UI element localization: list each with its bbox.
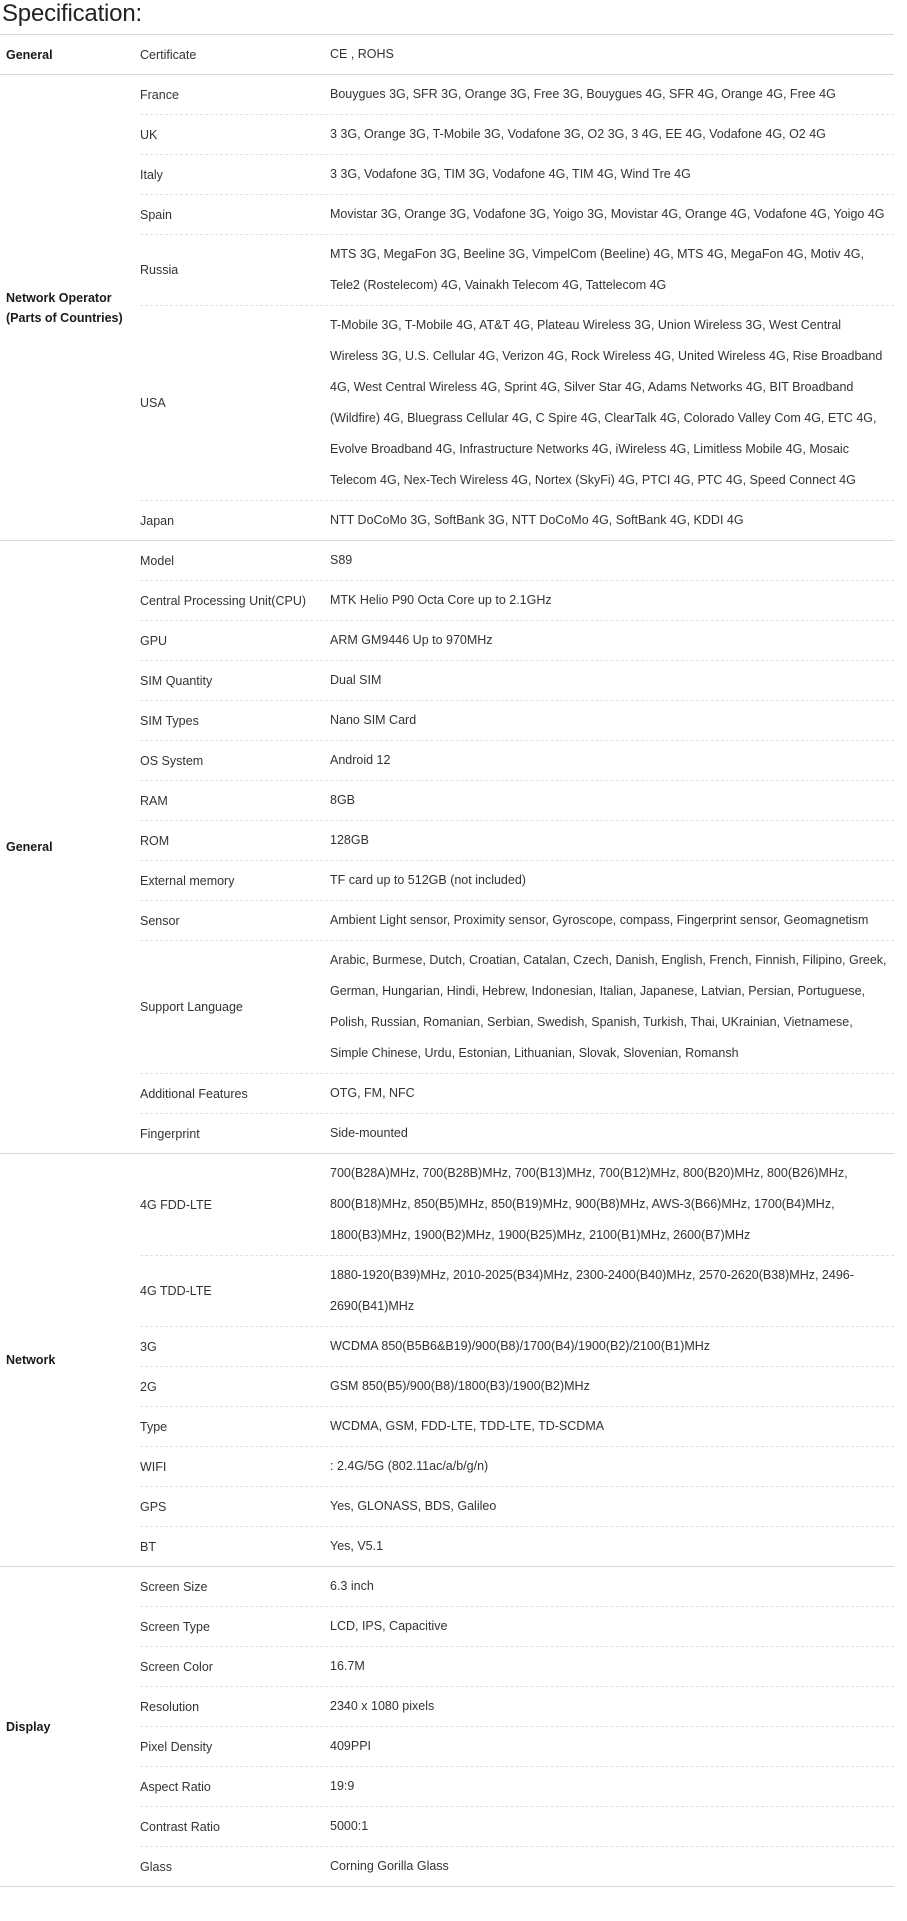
spec-key: BT (140, 1539, 156, 1554)
spec-row (140, 1846, 894, 1886)
spec-key: 2G (140, 1379, 157, 1394)
page-title: Specification: (2, 0, 142, 27)
spec-row (140, 75, 894, 114)
spec-section (0, 1567, 894, 1887)
spec-key: 3G (140, 1339, 157, 1354)
spec-key: Support Language (140, 1000, 243, 1014)
spec-value: S89 (330, 553, 353, 567)
spec-key: ROM (140, 833, 170, 848)
spec-key: 4G TDD-LTE (140, 1284, 212, 1298)
spec-row (140, 780, 894, 820)
spec-key: Screen Size (140, 1579, 208, 1594)
spec-value: Yes, V5.1 (330, 1539, 384, 1553)
spec-key: Screen Type (140, 1619, 210, 1634)
spec-row (140, 1406, 894, 1446)
spec-row (140, 1154, 894, 1255)
spec-value: Dual SIM (330, 673, 382, 687)
spec-key: Screen Color (140, 1659, 213, 1674)
section-rows (140, 75, 894, 540)
spec-row (140, 1366, 894, 1406)
section-rows (140, 1567, 894, 1886)
spec-row (140, 1726, 894, 1766)
spec-key: SIM Types (140, 713, 199, 728)
spec-key: External memory (140, 873, 235, 888)
section-label: Display (6, 1719, 51, 1734)
spec-section (0, 35, 894, 75)
spec-row (140, 154, 894, 194)
spec-value: Nano SIM Card (330, 713, 417, 727)
spec-key: USA (140, 396, 166, 410)
spec-key: Type (140, 1419, 168, 1434)
spec-value: : 2.4G/5G (802.11ac/a/b/g/n) (330, 1459, 489, 1473)
spec-value: ARM GM9446 Up to 970MHz (330, 633, 493, 647)
spec-value: Bouygues 3G, SFR 3G, Orange 3G, Free 3G, Bouygues 4G, SFR 4G, Orange 4G, Free 4G (330, 87, 836, 101)
spec-key: Model (140, 553, 175, 568)
spec-row (140, 1567, 894, 1606)
spec-value: T-Mobile 3G, T-Mobile 4G, AT&T 4G, Plateau Wireless 3G, Union Wireless 3G, West Central Wireless 3G, U.S. Cellular 4G, Verizon 4G, Rock Wireless 4G, United Wireless 4G, Rise Broadband 4G, West Central Wireless 4G, Sprint 4G, Silver Star 4G, Adams Networks 4G, BIT Broadband (Wildfire) 4G, Bluegrass Cellular 4G, C Spire 4G, ClearTalk 4G, Colorado Valley Com 4G, ETC 4G, Evolve Broadband 4G, Infrastructure Networks 4G, iWireless 4G, Limitless Mobile 4G, Mosaic Telecom 4G, Nex-Tech Wireless 4G, Nortex (SkyFi) 4G, PTCI 4G, PTC 4G, Speed Connect 4G (330, 318, 883, 487)
spec-key: UK (140, 127, 158, 142)
spec-row (140, 1326, 894, 1366)
spec-key: Certificate (140, 47, 197, 62)
spec-key: Italy (140, 167, 163, 182)
spec-key: OS System (140, 753, 204, 768)
spec-row (140, 1446, 894, 1486)
spec-row (140, 1073, 894, 1113)
spec-key: SIM Quantity (140, 673, 213, 688)
spec-value: 409PPI (330, 1739, 372, 1753)
spec-section (0, 1154, 894, 1567)
spec-value: Movistar 3G, Orange 3G, Vodafone 3G, Yoigo 3G, Movistar 4G, Orange 4G, Vodafone 4G, Yoigo 4G (330, 207, 885, 221)
spec-value: WCDMA 850(B5B6&B19)/900(B8)/1700(B4)/1900(B2)/2100(B1)MHz (330, 1339, 711, 1353)
spec-value: MTK Helio P90 Octa Core up to 2.1GHz (330, 593, 552, 607)
spec-value: 2340 x 1080 pixels (330, 1699, 435, 1713)
spec-key: Resolution (140, 1699, 200, 1714)
spec-row (140, 1113, 894, 1153)
spec-value: WCDMA, GSM, FDD-LTE, TDD-LTE, TD-SCDMA (330, 1419, 605, 1433)
spec-key: France (140, 87, 179, 102)
spec-key: Central Processing Unit(CPU) (140, 593, 307, 608)
spec-row (140, 114, 894, 154)
spec-key: RAM (140, 793, 168, 808)
spec-key: Spain (140, 207, 172, 222)
spec-section (0, 75, 894, 541)
spec-section (0, 541, 894, 1154)
spec-value: Ambient Light sensor, Proximity sensor, Gyroscope, compass, Fingerprint sensor, Geomagnetism (330, 913, 869, 927)
spec-row (140, 620, 894, 660)
spec-row (140, 1806, 894, 1846)
section-rows (140, 541, 894, 1153)
spec-key: GPS (140, 1499, 167, 1514)
spec-value: 700(B28A)MHz, 700(B28B)MHz, 700(B13)MHz, 700(B12)MHz, 800(B20)MHz, 800(B26)MHz, 800(B18)MHz, 850(B5)MHz, 850(B19)MHz, 900(B8)MHz, AWS-3(B66)MHz, 1700(B4)MHz, 1800(B3)MHz, 1900(B2)MHz, 1900(B25)MHz, 2100(B1)MHz, 2600(B7)MHz (330, 1166, 848, 1242)
spec-row (140, 1255, 894, 1326)
spec-row (140, 35, 894, 74)
spec-value: 19:9 (330, 1779, 355, 1793)
spec-value: 1880-1920(B39)MHz, 2010-2025(B34)MHz, 2300-2400(B40)MHz, 2570-2620(B38)MHz, 2496-2690(B41)MHz (330, 1268, 854, 1313)
spec-key: Fingerprint (140, 1126, 200, 1141)
spec-value: MTS 3G, MegaFon 3G, Beeline 3G, VimpelCom (Beeline) 4G, MTS 4G, MegaFon 4G, Motiv 4G, Tele2 (Rostelecom) 4G, Vainakh Telecom 4G, Tattelecom 4G (330, 247, 865, 292)
spec-value: LCD, IPS, Capacitive (330, 1619, 448, 1633)
spec-table (0, 34, 894, 1887)
spec-key: 4G FDD-LTE (140, 1197, 212, 1212)
spec-row (140, 700, 894, 740)
section-rows (140, 1154, 894, 1566)
spec-row (140, 900, 894, 940)
section-label: General (6, 47, 53, 62)
spec-value: GSM 850(B5)/900(B8)/1800(B3)/1900(B2)MHz (330, 1379, 590, 1393)
spec-key: Japan (140, 513, 175, 528)
spec-row (140, 1686, 894, 1726)
spec-key: Sensor (140, 913, 180, 928)
spec-key: Contrast Ratio (140, 1819, 220, 1834)
spec-value: 6.3 inch (330, 1579, 374, 1593)
spec-row (140, 580, 894, 620)
section-label: Network (6, 1353, 56, 1367)
spec-row (140, 1646, 894, 1686)
spec-key: GPU (140, 633, 168, 648)
spec-row (140, 194, 894, 234)
spec-row (140, 860, 894, 900)
spec-key: Russia (140, 263, 179, 277)
spec-value: TF card up to 512GB (not included) (330, 873, 526, 887)
spec-value: 5000:1 (330, 1819, 369, 1833)
spec-value: OTG, FM, NFC (330, 1086, 415, 1100)
spec-value: 3 3G, Orange 3G, T-Mobile 3G, Vodafone 3G, O2 3G, 3 4G, EE 4G, Vodafone 4G, O2 4G (330, 127, 826, 141)
spec-value: Side-mounted (330, 1126, 408, 1140)
spec-value: Yes, GLONASS, BDS, Galileo (330, 1499, 497, 1513)
spec-row (140, 1766, 894, 1806)
spec-key: Aspect Ratio (140, 1779, 211, 1794)
spec-row (140, 1486, 894, 1526)
spec-value: NTT DoCoMo 3G, SoftBank 3G, NTT DoCoMo 4G, SoftBank 4G, KDDI 4G (330, 513, 744, 527)
spec-row (140, 740, 894, 780)
spec-value: 3 3G, Vodafone 3G, TIM 3G, Vodafone 4G, TIM 4G, Wind Tre 4G (330, 167, 691, 181)
spec-row (140, 541, 894, 580)
spec-row (140, 1606, 894, 1646)
spec-row (140, 500, 894, 540)
spec-row (140, 820, 894, 860)
spec-key: Pixel Density (140, 1739, 213, 1754)
spec-value: CE , ROHS (330, 47, 394, 61)
section-label: General (6, 840, 53, 854)
spec-value: 8GB (330, 793, 356, 807)
spec-value: Arabic, Burmese, Dutch, Croatian, Catalan, Czech, Danish, English, French, Finnish, Filipino, Greek, German, Hungarian, Hindi, Hebrew, Indonesian, Italian, Japanese, Latvian, Persian, Portuguese, Polish, Russian, Romanian, Serbian, Swedish, Spanish, Turkish, Thai, UKrainian, Vietnamese, Simple Chinese, Urdu, Estonian, Lithuanian, Slovak, Slovenian, Romansh (330, 953, 887, 1060)
spec-value: 128GB (330, 833, 369, 847)
spec-row (140, 1526, 894, 1566)
spec-value: 16.7M (330, 1659, 365, 1673)
section-rows (140, 35, 894, 74)
spec-key: Glass (140, 1859, 172, 1874)
section-label: Network Operator (Parts of Countries) (6, 290, 123, 325)
spec-row (140, 660, 894, 700)
spec-row (140, 940, 894, 1073)
spec-value: Corning Gorilla Glass (330, 1859, 449, 1873)
spec-row (140, 305, 894, 500)
spec-key: WIFI (140, 1459, 167, 1474)
spec-key: Additional Features (140, 1086, 248, 1101)
spec-value: Android 12 (330, 753, 391, 767)
spec-row (140, 234, 894, 305)
